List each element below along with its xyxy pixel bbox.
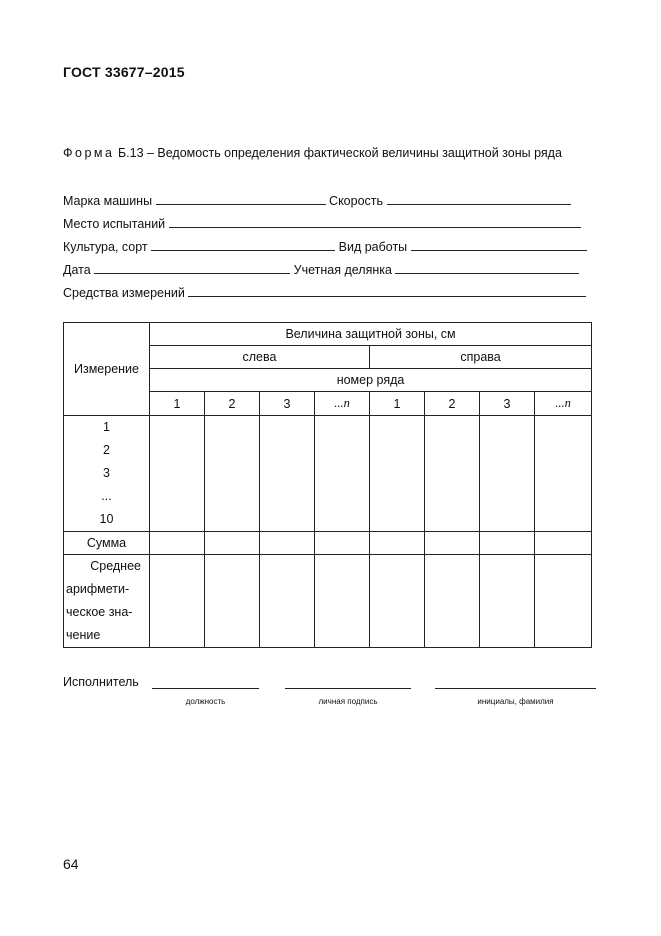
field-work-label: Вид работы <box>338 240 408 254</box>
page-number: 64 <box>63 856 79 872</box>
col-header: ...n <box>535 392 592 416</box>
data-cell[interactable] <box>205 416 260 532</box>
mean-row <box>64 555 592 648</box>
mean-label-line: чение <box>66 628 101 642</box>
data-cell[interactable] <box>480 416 535 532</box>
col-header: 1 <box>150 392 205 416</box>
measurement-number: ... <box>101 489 112 503</box>
field-line-machine <box>63 193 571 208</box>
field-plot-blank[interactable] <box>395 262 579 274</box>
data-cell[interactable] <box>205 532 260 555</box>
field-date-blank[interactable] <box>94 262 290 274</box>
field-date-label: Дата <box>63 263 91 277</box>
data-cell[interactable] <box>150 555 205 648</box>
field-plot-label: Учетная делянка <box>293 263 392 277</box>
data-cell[interactable] <box>150 532 205 555</box>
data-cell[interactable] <box>535 532 592 555</box>
data-cell[interactable] <box>480 532 535 555</box>
col-header: 3 <box>480 392 535 416</box>
measurement-table <box>63 322 592 648</box>
row-number-header: номер ряда <box>150 369 592 392</box>
data-cell[interactable] <box>205 555 260 648</box>
data-cell[interactable] <box>260 555 315 648</box>
measurement-number: 3 <box>103 466 110 480</box>
col-header: 3 <box>260 392 315 416</box>
measurement-header: Измерение <box>64 323 150 416</box>
field-instruments-blank[interactable] <box>188 285 586 297</box>
data-cell[interactable] <box>315 416 370 532</box>
data-cell[interactable] <box>370 416 425 532</box>
data-cell[interactable] <box>480 555 535 648</box>
form-title <box>63 146 562 160</box>
data-cell[interactable] <box>260 416 315 532</box>
data-cell[interactable] <box>535 555 592 648</box>
field-place-label: Место испытаний <box>63 217 166 231</box>
form-title-text: Б.13 – Ведомость определения фактической величины защитной зоны ряда <box>117 146 562 160</box>
field-line-instruments <box>63 285 586 300</box>
field-speed-label: Скорость <box>329 194 384 208</box>
data-cell[interactable] <box>260 532 315 555</box>
data-cell[interactable] <box>425 555 480 648</box>
field-place-blank[interactable] <box>169 216 581 228</box>
field-line-date <box>63 262 579 277</box>
document-header: ГОСТ 33677–2015 <box>63 64 185 80</box>
field-machine-label: Марка машины <box>63 194 153 208</box>
field-speed-blank[interactable] <box>387 193 571 205</box>
field-work-blank[interactable] <box>411 239 587 251</box>
data-cell[interactable] <box>315 555 370 648</box>
position-line[interactable] <box>152 687 259 689</box>
sum-row <box>64 532 592 555</box>
signature-caption: личная подпись <box>318 697 378 706</box>
data-cell[interactable] <box>150 416 205 532</box>
data-cell[interactable] <box>425 416 480 532</box>
mean-label-line: арифмети- <box>66 582 130 596</box>
zone-header: Величина защитной зоны, см <box>150 323 592 346</box>
measurement-rows <box>64 416 592 532</box>
data-cell[interactable] <box>370 532 425 555</box>
col-header: 1 <box>370 392 425 416</box>
name-line[interactable] <box>435 687 596 689</box>
col-header: 2 <box>425 392 480 416</box>
col-header: ...n <box>315 392 370 416</box>
field-machine-blank[interactable] <box>156 193 326 205</box>
field-line-place <box>63 216 581 231</box>
field-line-crop <box>63 239 587 254</box>
form-label: Форма <box>63 146 115 160</box>
data-cell[interactable] <box>425 532 480 555</box>
data-cell[interactable] <box>370 555 425 648</box>
measurement-number: 2 <box>103 443 110 457</box>
left-side-header: слева <box>150 346 370 369</box>
field-crop-blank[interactable] <box>151 239 335 251</box>
mean-label <box>64 555 150 648</box>
data-cell[interactable] <box>315 532 370 555</box>
data-cell[interactable] <box>535 416 592 532</box>
sum-label: Сумма <box>64 532 150 555</box>
field-crop-label: Культура, сорт <box>63 240 148 254</box>
right-side-header: справа <box>370 346 592 369</box>
signature-label: Исполнитель <box>63 675 139 689</box>
signature-line[interactable] <box>285 687 411 689</box>
measurement-numbers <box>64 416 150 532</box>
measurement-number: 1 <box>103 420 110 434</box>
mean-label-line: Среднее <box>90 559 141 573</box>
position-caption: должность <box>185 697 226 706</box>
name-caption: инициалы, фамилия <box>477 697 554 706</box>
measurement-number: 10 <box>99 512 114 526</box>
field-instruments-label: Средства измерений <box>63 286 185 300</box>
mean-label-line: ческое зна- <box>66 605 133 619</box>
col-header: 2 <box>205 392 260 416</box>
